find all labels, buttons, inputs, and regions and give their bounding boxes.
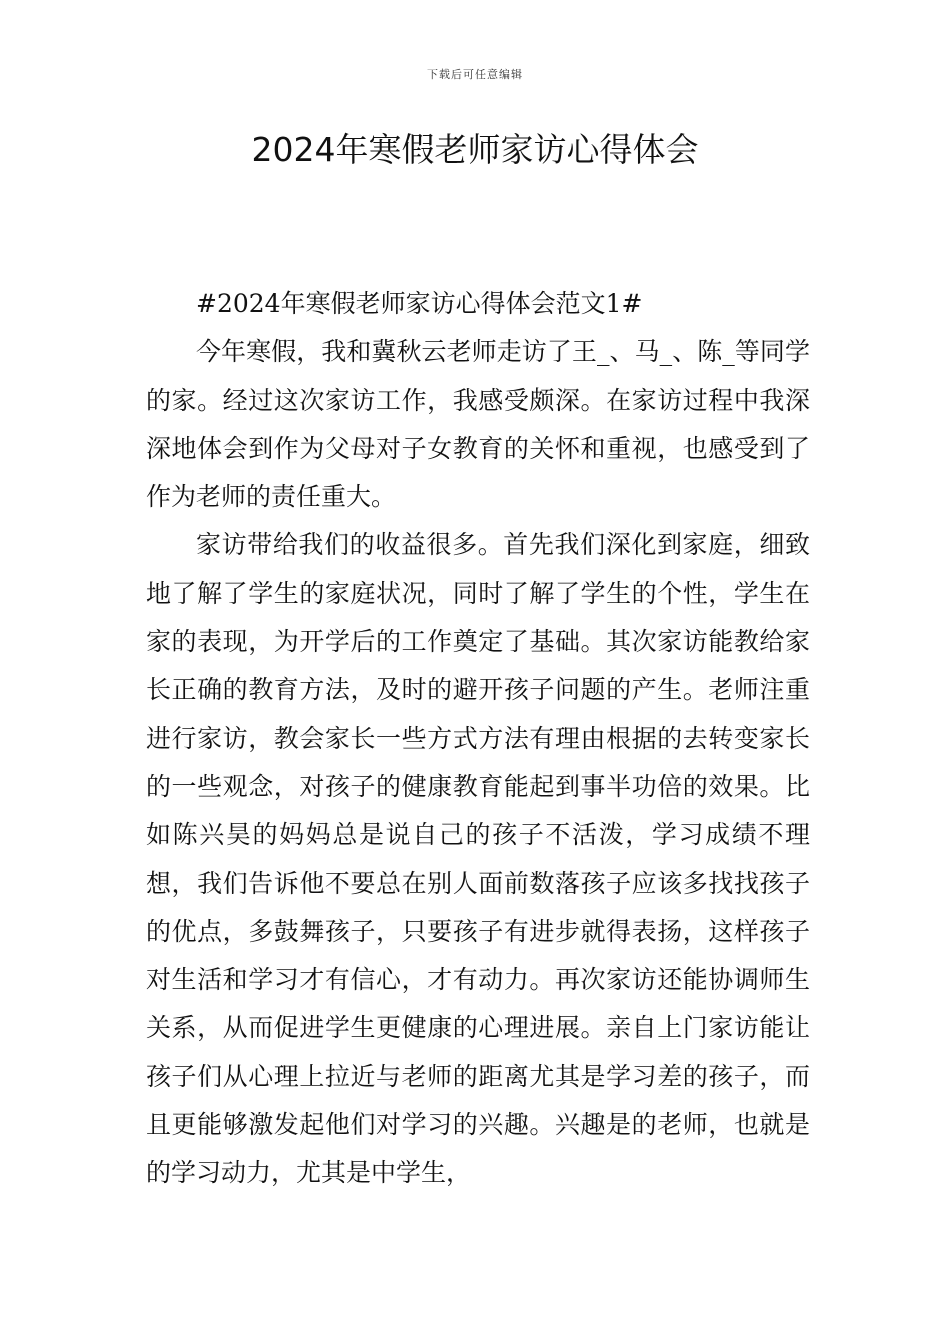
paragraph-1: 今年寒假，我和冀秋云老师走访了王_、马_、陈_等同学的家。经过这次家访工作，我感受颇深。在家访过程中我深深地体会到作为父母对子女教育的关怀和重视，也感受到了作为老师的责任重大。 — [146, 337, 810, 512]
document-body — [146, 280, 810, 1198]
header-note: 下载后可任意编辑 — [427, 68, 523, 81]
section-heading: #2024年寒假老师家访心得体会范文1# — [196, 289, 643, 318]
paragraph-2: 家访带给我们的收益很多。首先我们深化到家庭，细致地了解了学生的家庭状况，同时了解了学生的个性，学生在家的表现，为开学后的工作奠定了基础。其次家访能教给家长正确的教育方法，及时的避开孩子问题的产生。老师注重进行家访，教会家长一些方式方法有理由根据的去转变家长的一些观念，对孩子的健康教育能起到事半功倍的效果。比如陈兴昊的妈妈总是说自己的孩子不活泼，学习成绩不理想，我们告诉他不要总在别人面前数落孩子应该多找找孩子的优点，多鼓舞孩子，只要孩子有进步就得表扬，这样孩子对生活和学习才有信心，才有动力。再次家访还能协调师生关系，从而促进学生更健康的心理进展。亲自上门家访能让孩子们从心理上拉近与老师的距离尤其是学习差的孩子，而且更能够激发起他们对学习的兴趣。兴趣是的老师，也就是的学习动力，尤其是中学生， — [146, 530, 810, 1188]
document-title: 2024年寒假老师家访心得体会 — [251, 130, 699, 169]
